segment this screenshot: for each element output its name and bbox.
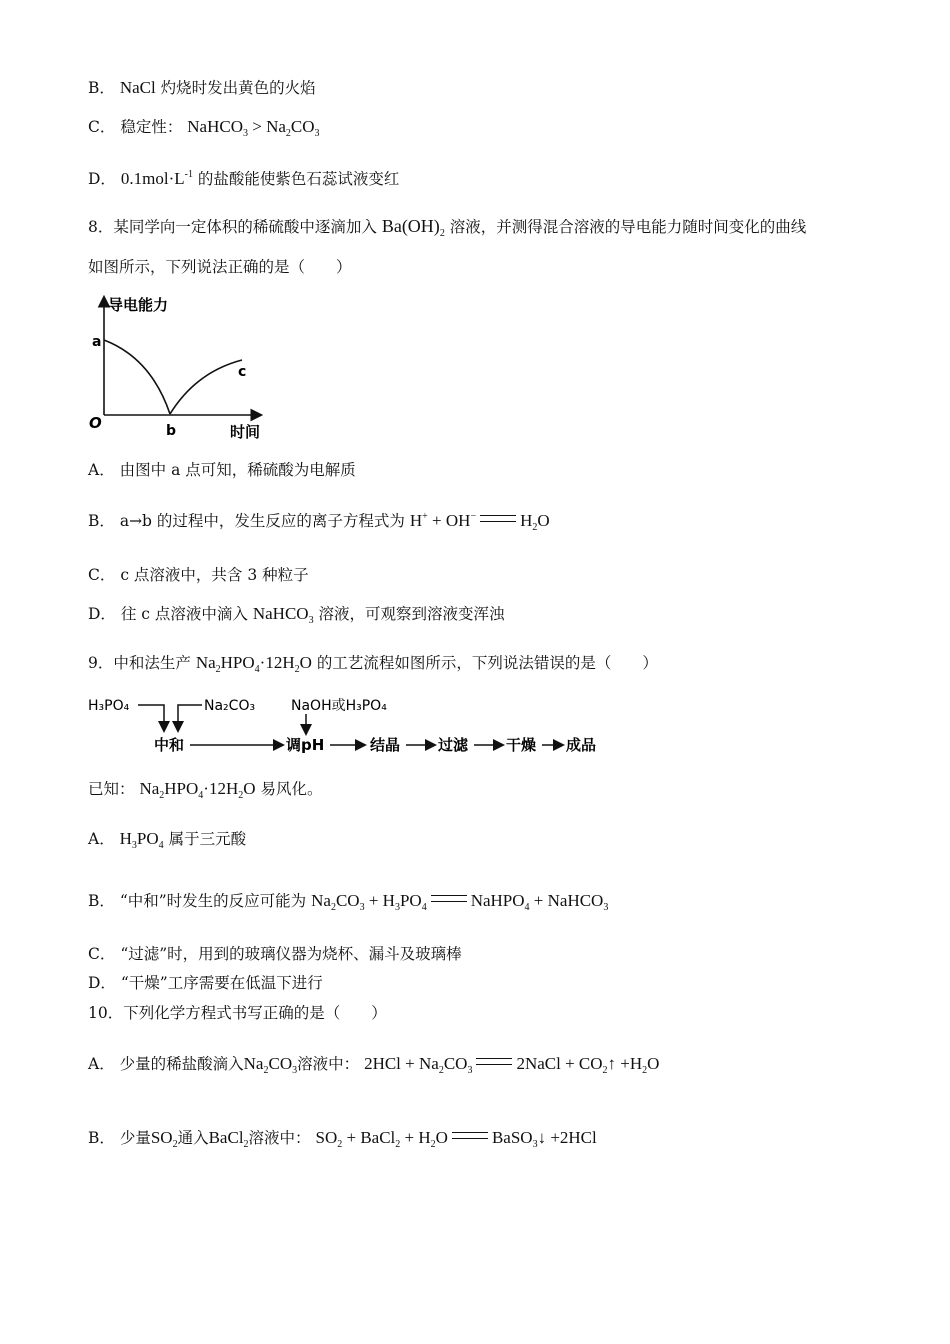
option-label: B． xyxy=(88,79,115,97)
formula-part: + NaHCO xyxy=(529,891,604,910)
subscript: 4 xyxy=(421,902,427,913)
subscript: 3 xyxy=(394,902,400,913)
stem-text: 溶液，并测得混合溶液的导电能力随时间变化的曲线 xyxy=(449,218,807,236)
q8-option-a xyxy=(88,459,356,481)
option-label: B． xyxy=(88,1129,115,1147)
equation xyxy=(311,891,609,913)
flow-arrow xyxy=(138,705,164,730)
option-label: A． xyxy=(88,1055,115,1073)
curve-a-to-b xyxy=(104,340,170,414)
option-text: 少量的稀盐酸滴入 xyxy=(119,1055,244,1073)
point-a-label: a xyxy=(92,334,102,350)
option-text: “过滤”时，用到的玻璃仪器为烧杯、漏斗及玻璃棒 xyxy=(120,945,462,963)
q7-option-d xyxy=(88,168,399,190)
subscript: 4 xyxy=(158,840,164,851)
option-label: C． xyxy=(88,566,116,584)
option-label: C． xyxy=(88,945,116,963)
equals-sign xyxy=(431,895,467,902)
subscript: 3 xyxy=(314,128,320,139)
subscript: 4 xyxy=(198,790,204,801)
option-label: C． xyxy=(88,118,116,136)
input-h3po4: H₃PO₄ xyxy=(88,698,130,714)
option-label: D． xyxy=(88,605,116,623)
q10-stem: 10．下列化学方程式书写正确的是（ ） xyxy=(88,1004,387,1022)
subscript: 2 xyxy=(642,1065,648,1076)
formula-part: ·12H xyxy=(259,653,295,672)
option-text: 属于三元酸 xyxy=(168,830,247,848)
q10-option-b xyxy=(88,1127,597,1149)
subscript: 3 xyxy=(308,615,314,626)
subscript: 2 xyxy=(159,790,165,801)
formula-part: NaHCO xyxy=(187,117,243,136)
subscript: 3 xyxy=(532,1139,538,1150)
formula-part: + BaCl xyxy=(342,1128,396,1147)
formula-part: BaSO xyxy=(491,1128,533,1147)
step-neutralize: 中和 xyxy=(154,736,185,754)
formula-part: Na xyxy=(195,653,216,672)
subscript: 2 xyxy=(243,1139,249,1150)
subscript: 2 xyxy=(263,1065,269,1076)
formula-part: Na xyxy=(139,779,160,798)
option-text: a→b 的过程中，发生反应的离子方程式为 xyxy=(119,512,405,530)
note-text: 已知： xyxy=(88,780,135,798)
q9-stem xyxy=(88,652,658,674)
q9-option-b xyxy=(88,890,608,912)
note-text: 易风化。 xyxy=(260,780,323,798)
formula xyxy=(381,216,445,239)
formula-part: O xyxy=(435,1128,448,1147)
formula xyxy=(139,779,256,801)
formula-part: SO xyxy=(150,1128,173,1147)
formula-part: SO xyxy=(315,1128,338,1147)
y-axis-label: 导电能力 xyxy=(108,296,169,314)
subscript: 2 xyxy=(172,1139,178,1150)
step-product: 成品 xyxy=(566,736,597,754)
equals-sign xyxy=(452,1132,488,1139)
formula-part: HPO xyxy=(164,779,199,798)
superscript: − xyxy=(470,511,477,522)
formula-part: + H xyxy=(400,1128,431,1147)
option-text: 稳定性： xyxy=(120,118,183,136)
q10-option-a xyxy=(88,1053,659,1075)
subscript: 2 xyxy=(285,128,291,139)
formula-part: PO xyxy=(399,891,422,910)
stem-text: 9．中和法生产 xyxy=(88,654,191,672)
superscript: -1 xyxy=(184,169,193,180)
option-text: 的盐酸能使紫色石蕊试液变红 xyxy=(197,170,400,188)
equals-sign xyxy=(480,515,516,522)
step-crystallize: 结晶 xyxy=(370,736,401,754)
step-dry: 干燥 xyxy=(506,736,537,754)
option-label: A． xyxy=(88,461,115,479)
formula-part: O xyxy=(243,779,256,798)
superscript: + xyxy=(422,511,428,522)
option-label: A． xyxy=(88,830,115,848)
subscript: 3 xyxy=(292,1065,298,1076)
subscript: 2 xyxy=(439,228,445,239)
subscript: 4 xyxy=(524,902,530,913)
formula-part: O xyxy=(647,1054,660,1073)
curve-b-to-c xyxy=(170,360,242,414)
conductivity-graph xyxy=(86,290,276,445)
equation xyxy=(409,511,550,533)
step-adjust-ph: 调pH xyxy=(286,736,325,754)
q8-option-d xyxy=(88,603,505,625)
subscript: 2 xyxy=(438,1065,444,1076)
input-naoh-or-h3po4: NaOH或H₃PO₄ xyxy=(291,698,387,714)
formula-part: NaHCO xyxy=(252,604,309,623)
point-b-label: b xyxy=(166,423,177,439)
formula-part: Na xyxy=(311,891,331,910)
subscript: 2 xyxy=(238,790,244,801)
formula-part: CO xyxy=(443,1054,468,1073)
formula-part: NaHPO xyxy=(470,891,525,910)
formula-part: PO xyxy=(136,829,159,848)
option-text: 通入 xyxy=(177,1129,209,1147)
option-text: c 点溶液中，共含 3 种粒子 xyxy=(120,566,309,584)
formula-part: CO xyxy=(268,1054,293,1073)
formula-part: CO xyxy=(335,891,360,910)
formula-part: 2NaCl + CO xyxy=(516,1054,603,1073)
option-text: 往 c 点溶液中滴入 xyxy=(120,605,248,623)
formula-part: + H xyxy=(364,891,395,910)
formula-part: H xyxy=(119,829,132,848)
option-label: B． xyxy=(88,512,115,530)
subscript: 4 xyxy=(254,664,260,675)
equation xyxy=(315,1128,597,1150)
formula-part: H xyxy=(520,511,533,530)
formula: NaCl xyxy=(119,78,156,97)
equals-sign xyxy=(476,1058,512,1065)
subscript: 2 xyxy=(294,664,300,675)
point-c-label: c xyxy=(238,364,247,380)
q7-option-b xyxy=(88,77,316,99)
subscript: 2 xyxy=(330,902,336,913)
formula-part: H xyxy=(409,511,423,530)
formula-part: HPO xyxy=(220,653,255,672)
subscript: 3 xyxy=(359,902,365,913)
x-axis-label: 时间 xyxy=(230,423,261,441)
formula-part: ·12H xyxy=(203,779,239,798)
subscript: 2 xyxy=(532,522,538,533)
q9-option-c xyxy=(88,943,462,965)
option-label: D． xyxy=(88,170,116,188)
equation xyxy=(364,1054,660,1076)
subscript: 3 xyxy=(242,128,248,139)
option-text: “干燥”工序需要在低温下进行 xyxy=(120,974,323,992)
formula xyxy=(121,169,193,188)
formula-part: O xyxy=(299,653,312,672)
formula xyxy=(187,117,320,139)
formula-part: 0.1mol·L xyxy=(120,169,185,188)
formula xyxy=(243,1054,298,1076)
formula-part: > Na xyxy=(247,117,286,136)
formula-part: CO xyxy=(290,117,315,136)
formula-part: BaCl xyxy=(208,1128,244,1147)
subscript: 2 xyxy=(430,1139,436,1150)
subscript: 3 xyxy=(467,1065,473,1076)
step-filter: 过滤 xyxy=(438,736,469,754)
q8-option-c xyxy=(88,564,309,586)
formula-part: (OH) xyxy=(401,216,440,236)
formula xyxy=(252,604,314,626)
formula xyxy=(119,829,164,851)
origin-label: O xyxy=(89,414,102,432)
option-text: 溶液，可观察到溶液变浑浊 xyxy=(318,605,505,623)
q9-option-a xyxy=(88,828,246,850)
formula xyxy=(150,1128,178,1150)
subscript: 3 xyxy=(131,840,137,851)
subscript: 2 xyxy=(215,664,221,675)
formula-part: + OH xyxy=(427,511,471,530)
formula-part: O xyxy=(537,511,550,530)
option-text: 少量 xyxy=(119,1129,151,1147)
q7-option-c xyxy=(88,116,320,138)
option-text: 灼烧时发出黄色的火焰 xyxy=(160,79,316,97)
formula-part: Ba xyxy=(381,216,402,236)
formula-part: 2HCl + Na xyxy=(364,1054,439,1073)
input-na2co3: Na₂CO₃ xyxy=(204,698,256,714)
flow-arrow xyxy=(178,705,202,730)
formula-part: ↑ +H xyxy=(607,1054,643,1073)
option-label: D． xyxy=(88,974,116,992)
q8-stem xyxy=(88,215,806,238)
formula-part: ↓ +2HCl xyxy=(537,1128,597,1147)
option-text: “中和”时发生的反应可能为 xyxy=(119,892,307,910)
stem-text: 的工艺流程如图所示，下列说法错误的是（ ） xyxy=(316,654,658,672)
q8-stem-line2: 如图所示，下列说法正确的是（ ） xyxy=(88,258,352,276)
process-flowchart xyxy=(86,690,616,760)
formula xyxy=(195,653,312,675)
q8-option-b xyxy=(88,510,550,532)
subscript: 3 xyxy=(603,902,609,913)
option-label: B． xyxy=(88,892,115,910)
formula xyxy=(208,1128,249,1150)
subscript: 2 xyxy=(337,1139,343,1150)
option-text: 由图中 a 点可知，稀硫酸为电解质 xyxy=(119,461,356,479)
subscript: 2 xyxy=(602,1065,608,1076)
stem-text: 8．某同学向一定体积的稀硫酸中逐滴加入 xyxy=(88,218,377,236)
option-text: 溶液中： xyxy=(248,1129,311,1147)
q9-note xyxy=(88,778,322,800)
option-text: 溶液中： xyxy=(297,1055,360,1073)
formula-part: Na xyxy=(243,1054,264,1073)
subscript: 2 xyxy=(395,1139,401,1150)
q9-option-d xyxy=(88,972,323,994)
